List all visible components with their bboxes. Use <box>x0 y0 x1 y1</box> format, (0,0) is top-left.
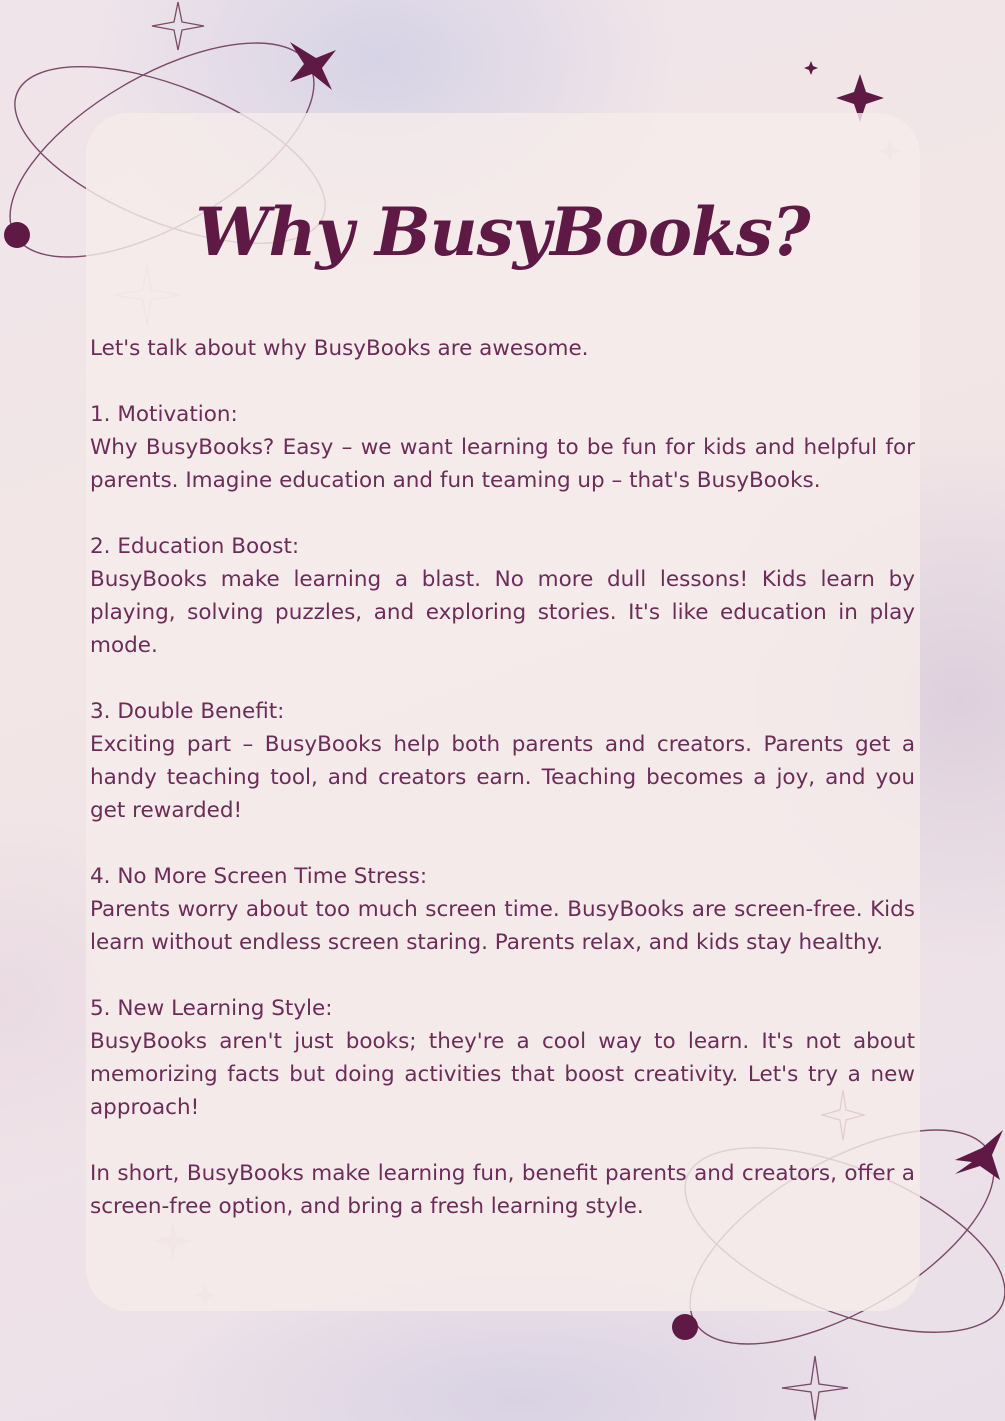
four-point-star-icon <box>955 1130 1003 1180</box>
section-body: BusyBooks make learning a blast. No more dull lessons! Kids learn by playing, solving puzzles, and exploring stories. It's like education in play mode. <box>90 567 915 658</box>
four-point-star-icon <box>804 61 818 75</box>
section-body: Why BusyBooks? Easy – we want learning to be fun for kids and helpful for parents. Imagine education and fun teaming up – that's BusyBooks. <box>90 435 915 493</box>
section-screen-time <box>90 860 915 959</box>
section-motivation <box>90 398 915 497</box>
section-body: Parents worry about too much screen time. BusyBooks are screen-free. Kids learn without endless screen staring. Parents relax, and kids stay healthy. <box>90 897 915 955</box>
section-heading: 2. Education Boost: <box>90 534 300 559</box>
section-double-benefit <box>90 695 915 827</box>
four-point-star-icon <box>290 42 336 90</box>
section-heading: 1. Motivation: <box>90 402 238 427</box>
section-heading: 3. Double Benefit: <box>90 699 285 724</box>
intro-paragraph: Let's talk about why BusyBooks are awesome. <box>90 336 589 361</box>
section-learning-style <box>90 992 915 1124</box>
section-heading: 4. No More Screen Time Stress: <box>90 864 428 889</box>
section-education-boost <box>90 530 915 662</box>
sparkle-star-icon <box>782 1356 848 1420</box>
section-body: BusyBooks aren't just books; they're a cool way to learn. It's not about memorizing facts but doing activities that boost creativity. Let's try a new approach! <box>90 1029 915 1120</box>
page-title: Why BusyBooks? <box>195 193 810 271</box>
section-body: Exciting part – BusyBooks help both parents and creators. Parents get a handy teaching tool, and creators earn. Teaching becomes a joy, and you get rewarded! <box>90 732 915 823</box>
body-text <box>90 332 915 1223</box>
section-heading: 5. New Learning Style: <box>90 996 333 1021</box>
sparkle-star-icon <box>152 2 204 50</box>
planet-dot-icon <box>672 1314 698 1340</box>
conclusion-paragraph: In short, BusyBooks make learning fun, benefit parents and creators, offer a screen-free option, and bring a fresh learning style. <box>90 1161 915 1219</box>
